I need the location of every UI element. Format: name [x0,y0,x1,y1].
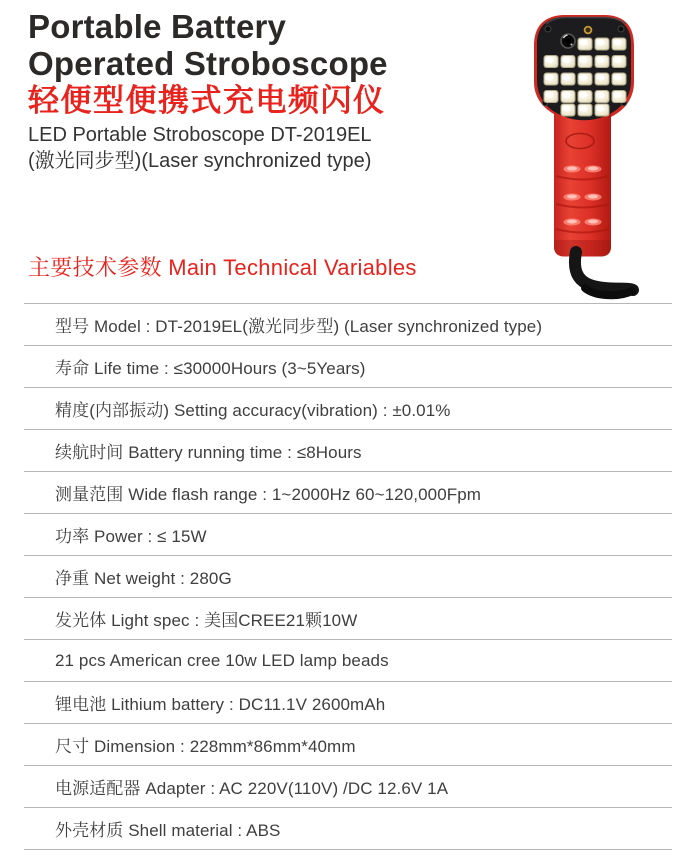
laser-aperture [561,34,575,48]
spec-table [24,303,672,850]
header [28,8,498,174]
spec-text: 发光体 Light spec : 美国CREE21颗10W [55,611,358,630]
spec-text: 外壳材质 Shell material : ABS [55,821,281,840]
spec-text: 续航时间 Battery running time : ≤8Hours [55,443,362,462]
spec-row [24,597,672,639]
spec-row [24,471,672,513]
light-sensor [585,27,592,34]
product-title-en-line2: Operated Stroboscope [28,45,388,82]
spec-text: 21 pcs American cree 10w LED lamp beads [55,650,389,670]
spec-text: 净重 Net weight : 280G [55,569,232,588]
wrist-strap [575,252,633,295]
spec-text: 尺寸 Dimension : 228mm*86mm*40mm [55,737,356,756]
spec-row [24,723,672,765]
section-heading: 主要技术参数 Main Technical Variables [28,255,417,280]
product-title-en-line1: Portable Battery [28,8,287,45]
spec-text: 锂电池 Lithium battery : DC11.1V 2600mAh [55,695,386,714]
spec-row [24,513,672,555]
spec-row [24,765,672,807]
product-subtitle-line1: LED Portable Stroboscope DT-2019EL [28,124,372,146]
spec-text: 型号 Model : DT-2019EL(激光同步型) (Laser synchronized type) [55,317,543,336]
spec-row [24,807,672,849]
spec-row [24,555,672,597]
spec-row [24,345,672,387]
spec-row [24,387,672,429]
spec-text: 寿命 Life time : ≤30000Hours (3~5Years) [55,359,366,378]
handle [554,112,611,257]
spec-text: 精度(内部振动) Setting accuracy(vibration) : ±0.01% [55,401,451,420]
spec-text: 测量范围 Wide flash range : 1~2000Hz 60~120,000Fpm [55,485,482,504]
spec-text: 电源适配器 Adapter : AC 220V(110V) /DC 12.6V 1A [55,779,449,798]
spec-row [24,681,672,723]
spec-row [24,429,672,471]
product-photo [480,0,679,300]
product-subtitle-line2: (激光同步型)(Laser synchronized type) [28,150,372,172]
product-title-cn: 轻便型便携式充电频闪仪 [28,83,386,118]
spec-text: 功率 Power : ≤ 15W [55,527,207,546]
spec-row [24,639,672,681]
stroboscope-head [537,17,631,120]
spec-row [24,303,672,345]
